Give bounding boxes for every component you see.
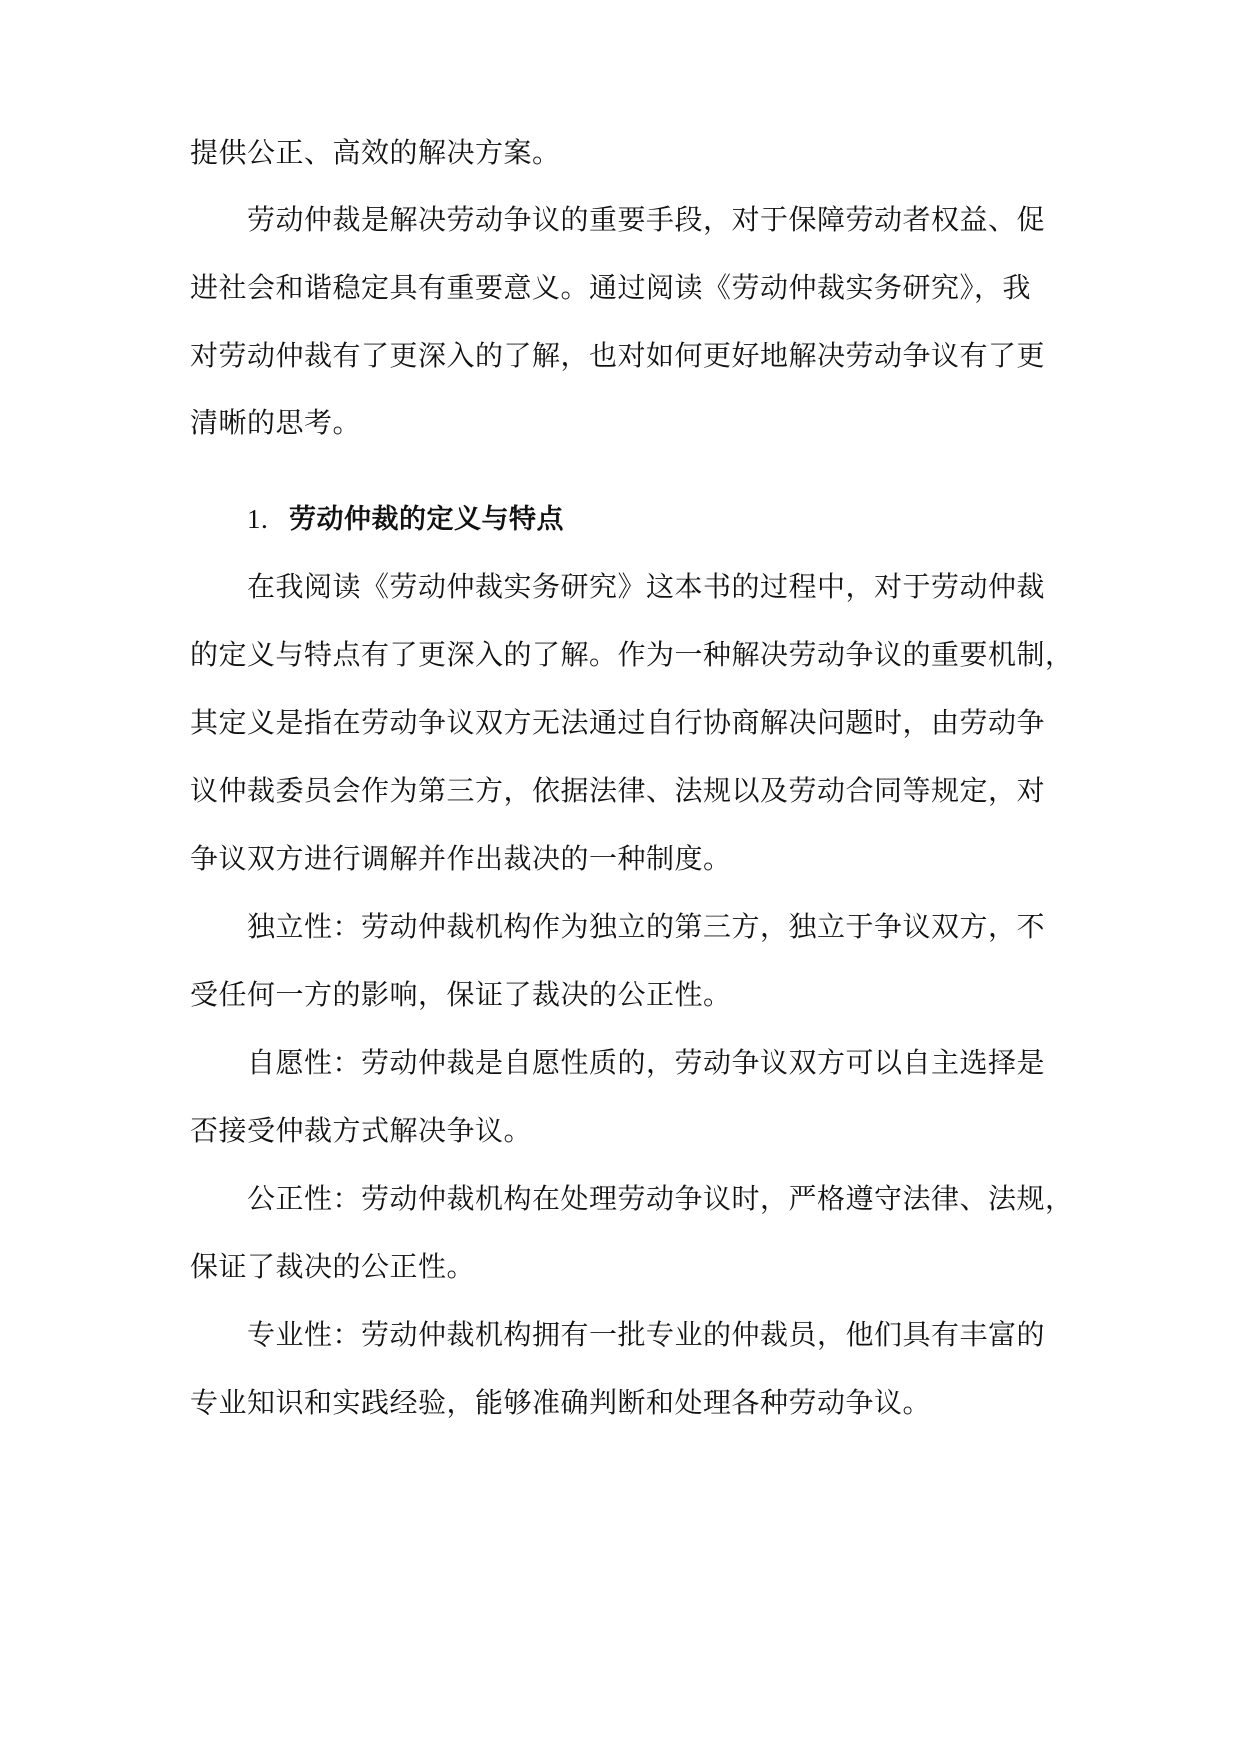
paragraph-line: 的定义与特点有了更深入的了解。作为一种解决劳动争议的重要机制， <box>190 638 1074 671</box>
paragraph-line: 否接受仲裁方式解决争议。 <box>190 1114 533 1147</box>
section-heading <box>247 499 1117 540</box>
section-number: 1. <box>247 504 269 534</box>
paragraph-line: 进社会和谐稳定具有重要意义。通过阅读《劳动仲裁实务研究》，我 <box>190 271 1032 304</box>
paragraph-line: 对劳动仲裁有了更深入的了解，也对如何更好地解决劳动争议有了更 <box>190 339 1046 372</box>
paragraph-line: 在我阅读《劳动仲裁实务研究》这本书的过程中，对于劳动仲裁 <box>247 570 1046 603</box>
paragraph-line: 清晰的思考。 <box>190 406 362 439</box>
section-title: 劳动仲裁的定义与特点 <box>289 504 564 535</box>
paragraph-line: 劳动仲裁是解决劳动争议的重要手段，对于保障劳动者权益、促 <box>247 203 1046 236</box>
paragraph-line: 议仲裁委员会作为第三方，依据法律、法规以及劳动合同等规定，对 <box>190 774 1046 807</box>
paragraph-line: 争议双方进行调解并作出裁决的一种制度。 <box>190 842 732 875</box>
paragraph-line: 受任何一方的影响，保证了裁决的公正性。 <box>190 978 732 1011</box>
paragraph-line: 提供公正、高效的解决方案。 <box>190 136 561 169</box>
paragraph-line: 专业知识和实践经验，能够准确判断和处理各种劳动争议。 <box>190 1386 932 1419</box>
paragraph-line: 保证了裁决的公正性。 <box>190 1250 476 1283</box>
paragraph-line: 公正性：劳动仲裁机构在处理劳动争议时，严格遵守法律、法规， <box>247 1182 1074 1215</box>
paragraph-line: 独立性：劳动仲裁机构作为独立的第三方，独立于争议双方，不 <box>247 910 1046 943</box>
paragraph-line: 其定义是指在劳动争议双方无法通过自行协商解决问题时，由劳动争 <box>190 706 1046 739</box>
paragraph-line: 自愿性：劳动仲裁是自愿性质的，劳动争议双方可以自主选择是 <box>247 1046 1046 1079</box>
paragraph-line: 专业性：劳动仲裁机构拥有一批专业的仲裁员，他们具有丰富的 <box>247 1318 1046 1351</box>
